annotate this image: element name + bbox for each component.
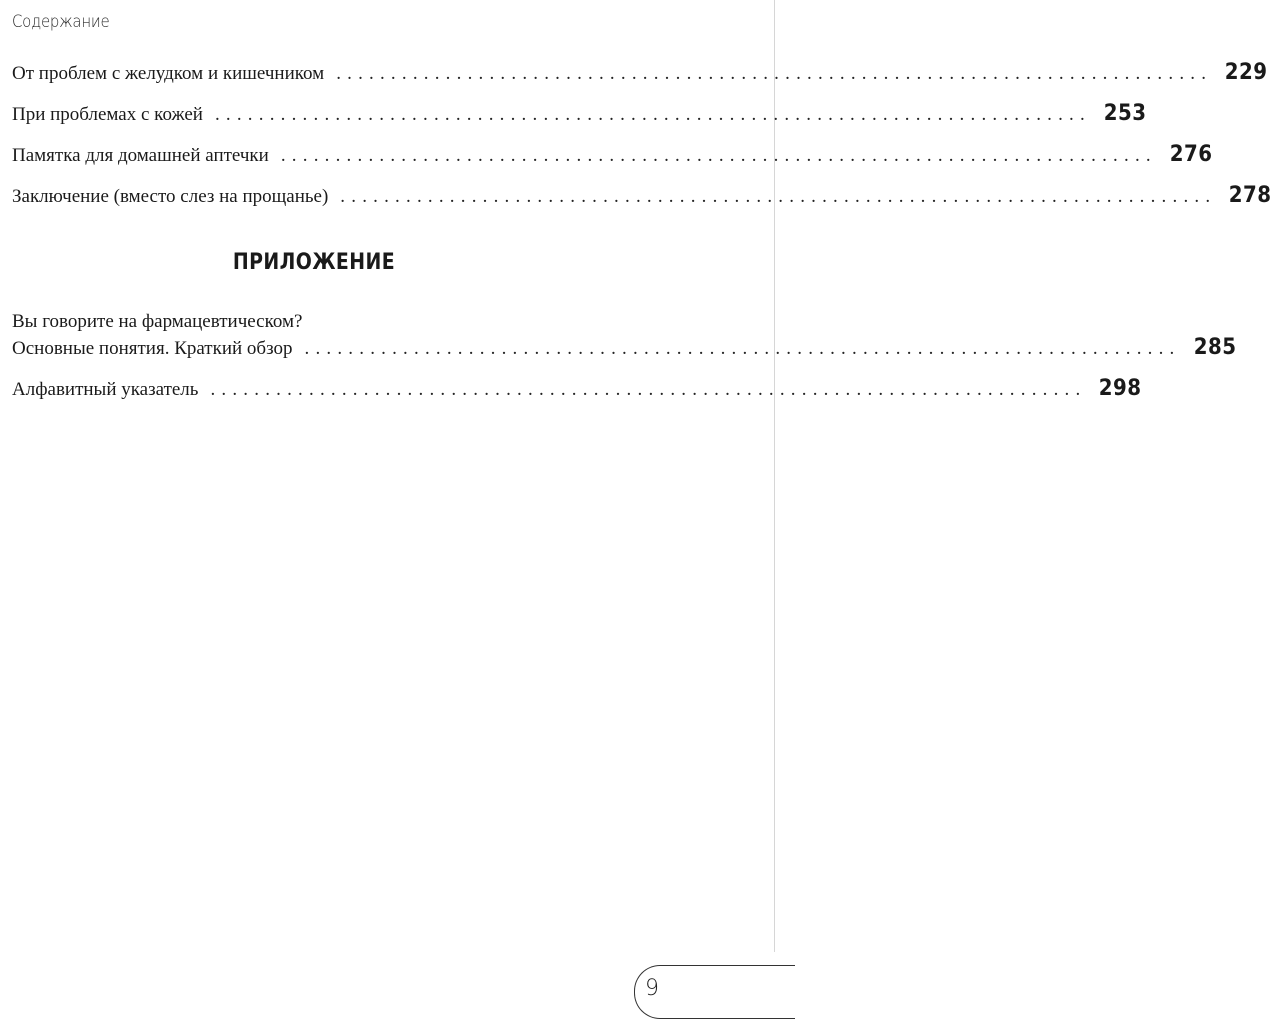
leader-dots: ................................................................................ [336, 63, 1213, 84]
leader-dots: ................................................................................ [304, 338, 1181, 359]
toc-entry-page: 285 [1193, 335, 1236, 360]
leader-dots: ................................................................................ [214, 104, 1091, 125]
toc-entry [12, 142, 1213, 172]
toc-entry-page: 276 [1169, 142, 1213, 167]
page-edge [774, 0, 775, 952]
leader-dots: ................................................................................ [340, 186, 1217, 207]
toc-entry-title: От проблем с желудком и кишечником [12, 63, 325, 84]
toc-entry-title-line1: Вы говорите на фармацевтическом? [12, 311, 303, 332]
toc-entry [12, 60, 1268, 90]
toc-entry-title: При проблемах с кожей [12, 104, 203, 125]
toc-entry [12, 335, 1236, 365]
toc-entry-page: 298 [1099, 376, 1142, 401]
section-heading: ПРИЛОЖЕНИЕ [232, 250, 396, 275]
toc-entry-page: 278 [1229, 183, 1272, 208]
toc-entry-title: Памятка для домашней аптечки [12, 145, 269, 166]
toc-entry [12, 101, 1147, 131]
page-number: 9 [645, 976, 659, 1001]
toc-entry [12, 183, 1272, 213]
leader-dots: ................................................................................ [280, 145, 1157, 166]
toc-entry-title: Заключение (вместо слез на прощанье) [12, 186, 329, 207]
toc-entry-title: Алфавитный указатель [12, 379, 199, 400]
leader-dots: ................................................................................ [210, 379, 1087, 400]
running-head: Содержание [12, 12, 110, 32]
toc-entry-page: 229 [1224, 60, 1268, 85]
toc-entry-page: 253 [1103, 101, 1147, 126]
toc-entry [12, 376, 1142, 406]
toc-entry-title: Основные понятия. Краткий обзор [12, 338, 293, 359]
